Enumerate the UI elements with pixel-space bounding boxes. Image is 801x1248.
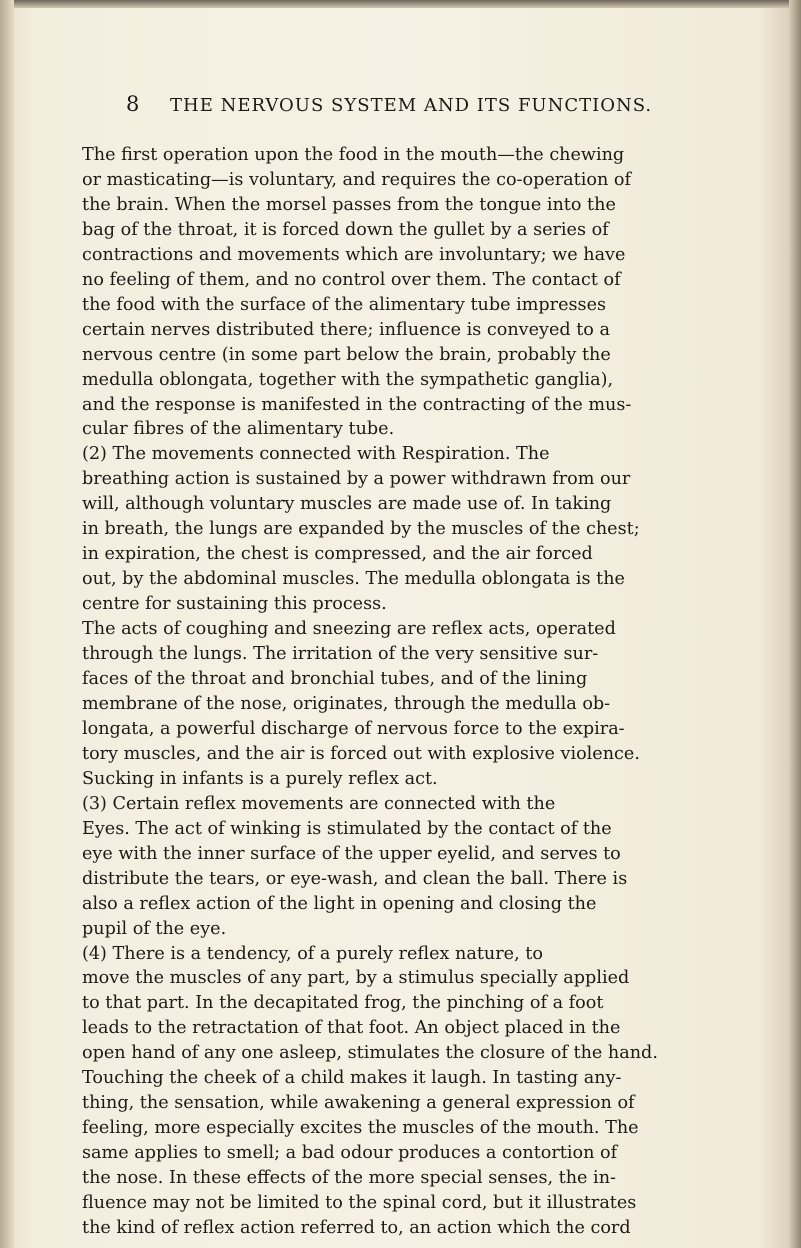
text-line: (3) Certain reflex movements are connected with the <box>82 793 556 814</box>
text-line: or masticating—is voluntary, and requires the co-operation of <box>82 169 631 190</box>
text-line: nervous centre (in some part below the brain, probably the <box>82 344 611 365</box>
text-line: thing, the sensation, while awakening a general expression of <box>82 1093 635 1114</box>
text-line: eye with the inner surface of the upper eyelid, and serves to <box>82 843 621 864</box>
page-right-edge <box>789 0 801 1248</box>
text-line: leads to the retractation of that foot. An object placed in the <box>82 1018 621 1039</box>
text-line: pupil of the eye. <box>82 918 227 939</box>
text-line: Eyes. The act of winking is stimulated by the contact of the <box>82 818 612 839</box>
text-line: cular fibres of the alimentary tube. <box>82 419 395 440</box>
text-line: feeling, more especially excites the muscles of the mouth. The <box>82 1118 639 1139</box>
text-line: Sucking in infants is a purely reflex act. <box>82 768 438 789</box>
text-line: The acts of coughing and sneezing are reflex acts, operated <box>82 619 616 640</box>
text-line: (2) The movements connected with Respiration. The <box>82 444 550 465</box>
text-line: centre for sustaining this process. <box>82 594 387 615</box>
text-line: certain nerves distributed there; influence is conveyed to a <box>82 319 610 340</box>
body-text <box>82 143 746 1241</box>
text-line: tory muscles, and the air is forced out with explosive violence. <box>82 743 640 764</box>
text-line: breathing action is sustained by a power withdrawn from our <box>82 469 631 490</box>
page-number: 8 <box>126 92 140 116</box>
running-header <box>126 92 690 116</box>
text-line: no feeling of them, and no control over them. The contact of <box>82 269 621 290</box>
text-line: move the muscles of any part, by a stimulus specially applied <box>82 968 630 989</box>
text-line: fluence may not be limited to the spinal cord, but it illustrates <box>82 1193 637 1214</box>
page-top-shadow <box>0 0 801 8</box>
text-line: the kind of reflex action referred to, an action which the cord <box>82 1217 631 1238</box>
text-line: open hand of any one asleep, stimulates the closure of the hand. <box>82 1043 658 1064</box>
text-line: in breath, the lungs are expanded by the muscles of the chest; <box>82 519 640 540</box>
text-line: The first operation upon the food in the mouth—the chewing <box>82 145 625 165</box>
text-line: longata, a powerful discharge of nervous force to the expira- <box>82 718 625 739</box>
text-line: the brain. When the morsel passes from the tongue into the <box>82 194 616 215</box>
text-line: in expiration, the chest is compressed, and the air forced <box>82 544 593 565</box>
text-line: the food with the surface of the alimentary tube impresses <box>82 294 607 315</box>
text-line: contractions and movements which are involuntary; we have <box>82 244 626 265</box>
text-line: distribute the tears, or eye-wash, and clean the ball. There is <box>82 868 628 889</box>
text-line: will, although voluntary muscles are made use of. In taking <box>82 494 612 515</box>
text-line: bag of the throat, it is forced down the gullet by a series of <box>82 219 609 240</box>
page-left-edge <box>0 0 14 1248</box>
text-line: the nose. In these effects of the more special senses, the in- <box>82 1168 616 1189</box>
text-line: and the response is manifested in the contracting of the mus- <box>82 394 632 415</box>
text-line: out, by the abdominal muscles. The medulla oblongata is the <box>82 569 625 590</box>
text-line: same applies to smell; a bad odour produces a contortion of <box>82 1143 618 1164</box>
text-line: membrane of the nose, originates, through the medulla ob- <box>82 693 611 714</box>
text-line: faces of the throat and bronchial tubes, and of the lining <box>82 669 588 690</box>
text-line: to that part. In the decapitated frog, the pinching of a foot <box>82 993 604 1014</box>
text-line: Touching the cheek of a child makes it laugh. In tasting any- <box>82 1068 622 1089</box>
running-title: THE NERVOUS SYSTEM AND ITS FUNCTIONS. <box>170 95 653 116</box>
text-line: through the lungs. The irritation of the very sensitive sur- <box>82 644 599 665</box>
text-line: medulla oblongata, together with the sympathetic ganglia), <box>82 369 614 390</box>
text-line: (4) There is a tendency, of a purely reflex nature, to <box>82 943 543 964</box>
text-line: also a reflex action of the light in opening and closing the <box>82 893 597 914</box>
